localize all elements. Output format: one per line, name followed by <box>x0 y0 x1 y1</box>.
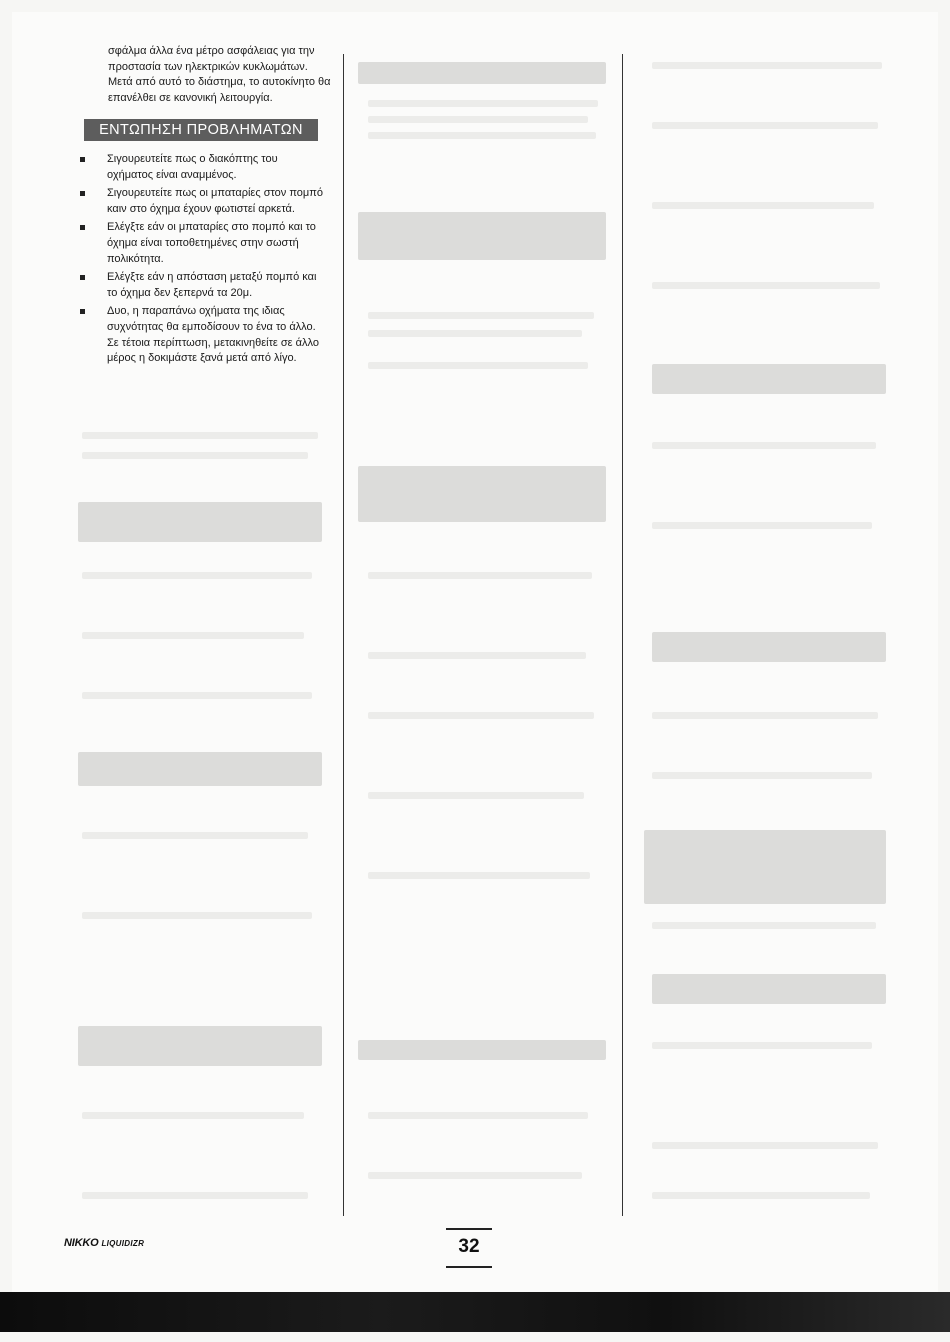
bleed-through-line <box>652 442 876 449</box>
bleed-through-line <box>652 712 878 719</box>
list-item-text: Ελέγξτε εάν οι μπαταρίες στο πομπό και το όχημα είναι τοποθετημένες στην σωστή πολικότητα. <box>107 221 316 265</box>
bleed-through-line <box>368 572 592 579</box>
bleed-through-block <box>358 62 606 84</box>
bleed-through-line <box>368 116 588 123</box>
list-item <box>80 220 324 267</box>
list-item-text: Ελέγξτε εάν η απόσταση μεταξύ πομπό και το όχημα δεν ξεπερνά τα 20μ. <box>107 271 317 299</box>
bleed-through-line <box>368 792 584 799</box>
bleed-through-line <box>82 1192 308 1199</box>
scan-bottom-edge <box>0 1292 950 1332</box>
bleed-through-line <box>652 1142 878 1149</box>
bleed-through-line <box>368 362 588 369</box>
list-item-text: Σιγουρευτείτε πως ο διακόπτης του οχήματος είναι αναμμένος. <box>107 153 278 181</box>
brand-logo <box>64 1237 144 1249</box>
bleed-through-line <box>82 912 312 919</box>
bleed-through-line <box>368 100 598 107</box>
bleed-through-line <box>368 1112 588 1119</box>
bleed-through-line <box>82 572 312 579</box>
bleed-through-block <box>358 212 606 260</box>
bullet-square-icon <box>80 191 85 196</box>
bleed-through-block <box>358 1040 606 1060</box>
bleed-through-line <box>652 282 880 289</box>
bullet-square-icon <box>80 309 85 314</box>
bleed-through-line <box>368 712 594 719</box>
brand-name: NIKKO <box>64 1237 99 1249</box>
bleed-through-line <box>652 772 872 779</box>
bleed-through-block <box>78 752 322 786</box>
column-divider <box>343 54 344 1216</box>
list-item <box>80 270 324 301</box>
troubleshooting-list <box>80 152 324 370</box>
list-item-text: Δυο, η παραπάνω οχήματα της ιδιας συχνότητας θα εμποδίσουν το ένα το άλλο. Σε τέτοια περίπτωση, μετακινηθείτε σε άλλο μέρος η δοκιμάστε ξανά μετά από λίγο. <box>107 305 319 365</box>
list-item-text: Σιγουρευτείτε πως οι μπαταρίες στον πομπό καιν στο όχημα έχουν φωτιστεί αρκετά. <box>107 187 323 215</box>
list-item <box>80 186 324 217</box>
page-number-rule-bottom <box>446 1266 492 1268</box>
bleed-through-line <box>82 432 318 439</box>
bleed-through-block <box>78 1026 322 1066</box>
bullet-square-icon <box>80 275 85 280</box>
brand-subtitle: LIQUIDIZR <box>101 1239 145 1248</box>
bleed-through-line <box>368 652 586 659</box>
bullet-square-icon <box>80 157 85 162</box>
bleed-through-block <box>652 974 886 1004</box>
bleed-through-line <box>652 122 878 129</box>
list-item <box>80 304 324 366</box>
page-number-rule-top <box>446 1228 492 1230</box>
column-divider <box>622 54 623 1216</box>
list-item <box>80 152 324 183</box>
bleed-through-block <box>652 364 886 394</box>
bleed-through-line <box>82 692 312 699</box>
bleed-through-line <box>82 832 308 839</box>
bleed-through-line <box>82 452 308 459</box>
bleed-through-block <box>358 466 606 522</box>
bleed-through-block <box>644 830 886 904</box>
bleed-through-line <box>652 1042 872 1049</box>
bleed-through-line <box>652 62 882 69</box>
bleed-through-line <box>368 872 590 879</box>
bleed-through-line <box>82 632 304 639</box>
bleed-through-line <box>368 1172 582 1179</box>
bleed-through-line <box>652 922 876 929</box>
intro-paragraph: σφάλμα άλλα ένα μέτρο ασφάλειας για την προστασία των ηλεκτρικών κυκλωμάτων. Μετά από αυτό το διάστημα, το αυτοκίνητο θα επανέλθει σε κανονική λειτουργία. <box>108 45 331 104</box>
bleed-through-line <box>652 1192 870 1199</box>
page-number: 32 <box>458 1236 480 1257</box>
bleed-through-block <box>78 502 322 542</box>
bleed-through-block <box>652 632 886 662</box>
bleed-through-line <box>652 522 872 529</box>
bleed-through-line <box>368 330 582 337</box>
section-title: ΕΝΤΩΠΗΣΗ ΠΡΟΒΛΗΜΑΤΩΝ <box>84 119 318 141</box>
bleed-through-line <box>652 202 874 209</box>
bullet-square-icon <box>80 225 85 230</box>
bleed-through-line <box>368 312 594 319</box>
bleed-through-line <box>368 132 596 139</box>
bleed-through-line <box>82 1112 304 1119</box>
